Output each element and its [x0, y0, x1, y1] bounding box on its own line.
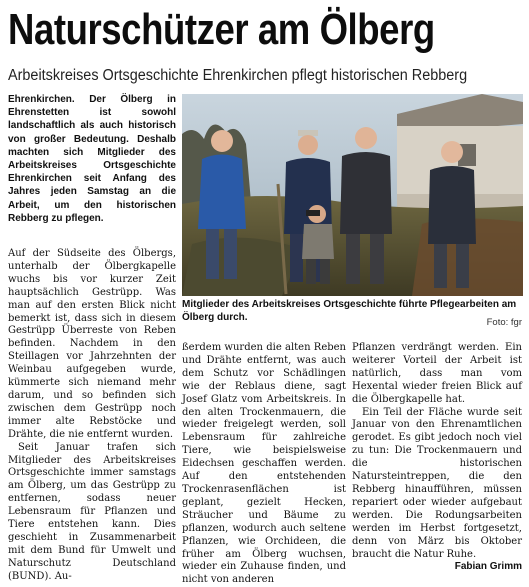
photo-caption: Mitglieder des Arbeitskreises Ortsgeschichte führte Pflegearbeiten am Ölberg durch. [182, 299, 517, 323]
group-photo-illustration [182, 94, 523, 296]
lead-paragraph: Ehrenkirchen. Der Ölberg in Ehrenstetten ist sowohl landschaftlich als auch historisch von großer Bedeutung. Deshalb machten sich Mitglieder des Arbeitskreises Ortsgeschichte Ehrenkirchen seit Anfang des Jahres jeden Samstag an die Arbeit, um den historischen Rebberg zu pflegen. [8, 94, 176, 224]
author-byline: Fabian Grimm [454, 561, 522, 573]
column-1 [8, 248, 176, 584]
col1-paragraph-1: Auf der Südseite des Ölbergs, unterhalb der Ölbergkapelle wuchs bis vor kurzer Zeit hauptsächlich Gestrüpp. Was man auf den ersten Blick nicht bemerkt ist, dass sich in diesem Gestrüpp Überreste von Reben befinden. Nachdem in den Steillagen vor Jahrzehnten der Weinbau aufgegeben wurde, kümmerte sich niemand mehr darum, und so befinden sich zwischen dem Gestrüpp noch immer alte Rebstöcke und Drähte, die nie entfernt wurden. [8, 248, 176, 440]
col1-paragraph-2: Seit Januar trafen sich Mitglieder des Arbeitskreises Ortsgeschichte immer samstags am Ölberg, um das Gestrüpp zu entfernen, sodass neuer Lebensraum für Pflanzen und Tiere entstehen kann. Dies geschieht in Zusammenarbeit mit dem Bund für Umwelt und Naturschutz Deutschland (BUND). Au- [8, 441, 176, 582]
col3-paragraph-2 [352, 406, 522, 573]
subheadline: Arbeitskreises Ortsgeschichte Ehrenkirchen pflegt historischen Rebberg [8, 67, 468, 84]
column-2 [182, 342, 346, 587]
col3-paragraph-2-text: Ein Teil der Fläche wurde seit Januar von den Ehrenamtlichen gerodet. Es gibt jedoch noch viel zu tun: Die Trockenmauern und die historischen Natursteintreppen, die den Rebberg hinaufführen, müssen repariert oder wieder aufgebaut werden. Die Rodungsarbeiten werden im Herbst fortgesetzt, denn von März bis Oktober braucht die Natur Ruhe. [352, 406, 522, 560]
column-3 [352, 342, 522, 574]
col2-paragraph-1: ßerdem wurden die alten Reben und Drähte entfernt, was auch dem Schutz vor Schädlingen wie der Reblaus diene, sagt Josef Glatz vom Arbeitskreis. In den alten Trockenmauern, die wieder freigelegt werden, soll Lebensraum für zahlreiche Tiere, wie beispielsweise Eidechsen geschaffen werden. Auf den entstehenden Trockenrasenflächen ist geplant, gezielt Hecken, Sträucher und Bäume zu pflanzen, wodurch auch seltene Pflanzen, wie Orchideen, die früher am Ölberg wuchsen, wieder ein Zuhause finden, und nicht von anderen [182, 342, 346, 586]
photo-credit: Foto: fgr [486, 317, 522, 328]
article-photo [182, 94, 523, 296]
headline: Naturschützer am Ölberg [8, 5, 435, 54]
col3-paragraph-1: Pflanzen verdrängt werden. Ein weiterer Vorteil der Arbeit ist natürlich, dass man vom Hexental wieder freien Blick auf die Ölbergkapelle hat. [352, 342, 522, 405]
